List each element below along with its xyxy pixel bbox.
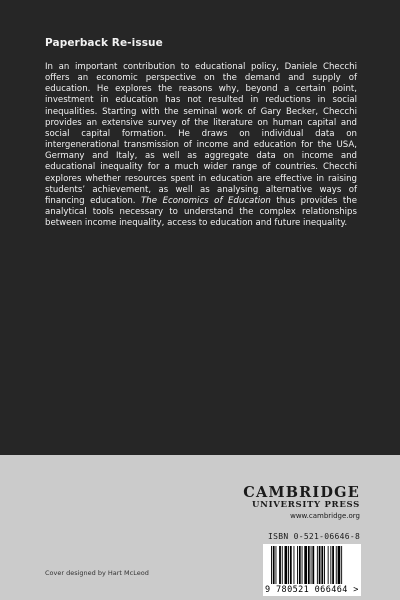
barcode xyxy=(263,544,361,596)
back-cover-grey-panel xyxy=(0,455,400,600)
publisher-name-line2: UNIVERSITY PRESS xyxy=(252,500,360,510)
publisher-website: www.cambridge.org xyxy=(290,512,360,520)
cover-designer-credit: Cover designed by Hart McLeod xyxy=(45,569,149,577)
description-part-2: thus provides the analytical tools necessary to understand the complex relationships between income inequality, access to education and future inequality. xyxy=(45,195,357,229)
book-description xyxy=(45,62,357,229)
publisher-name-line1: CAMBRIDGE xyxy=(243,484,360,501)
book-title: The Economics of Education xyxy=(141,195,271,206)
barcode-bars xyxy=(263,544,361,586)
isbn-label: ISBN 0-521-06646-8 xyxy=(268,532,361,541)
description-part-1: In an important contribution to educational policy, Daniele Checchi offers an economic perspective on the demand and supply of education. He explores the reasons why, beyond a certain point, investment in education has not resulted in reductions in social inequalities. Starting with the seminal work of Gary Becker, Checchi provides an extensive survey of the literature on human capital and social capital formation. He draws on individual data on intergenerational transmission of income and education for the USA, Germany and Italy, as well as aggregate data on income and educational inequality for a much wider range of countries. Checchi explores whether resources spent in education are effective in raising students’ achievement, as well as analysing alternative ways of financing education. xyxy=(45,62,357,206)
publisher-logo xyxy=(243,485,360,521)
barcode-digits: 9 780521 066464 > xyxy=(265,585,359,595)
reissue-heading: Paperback Re-issue xyxy=(45,37,163,49)
